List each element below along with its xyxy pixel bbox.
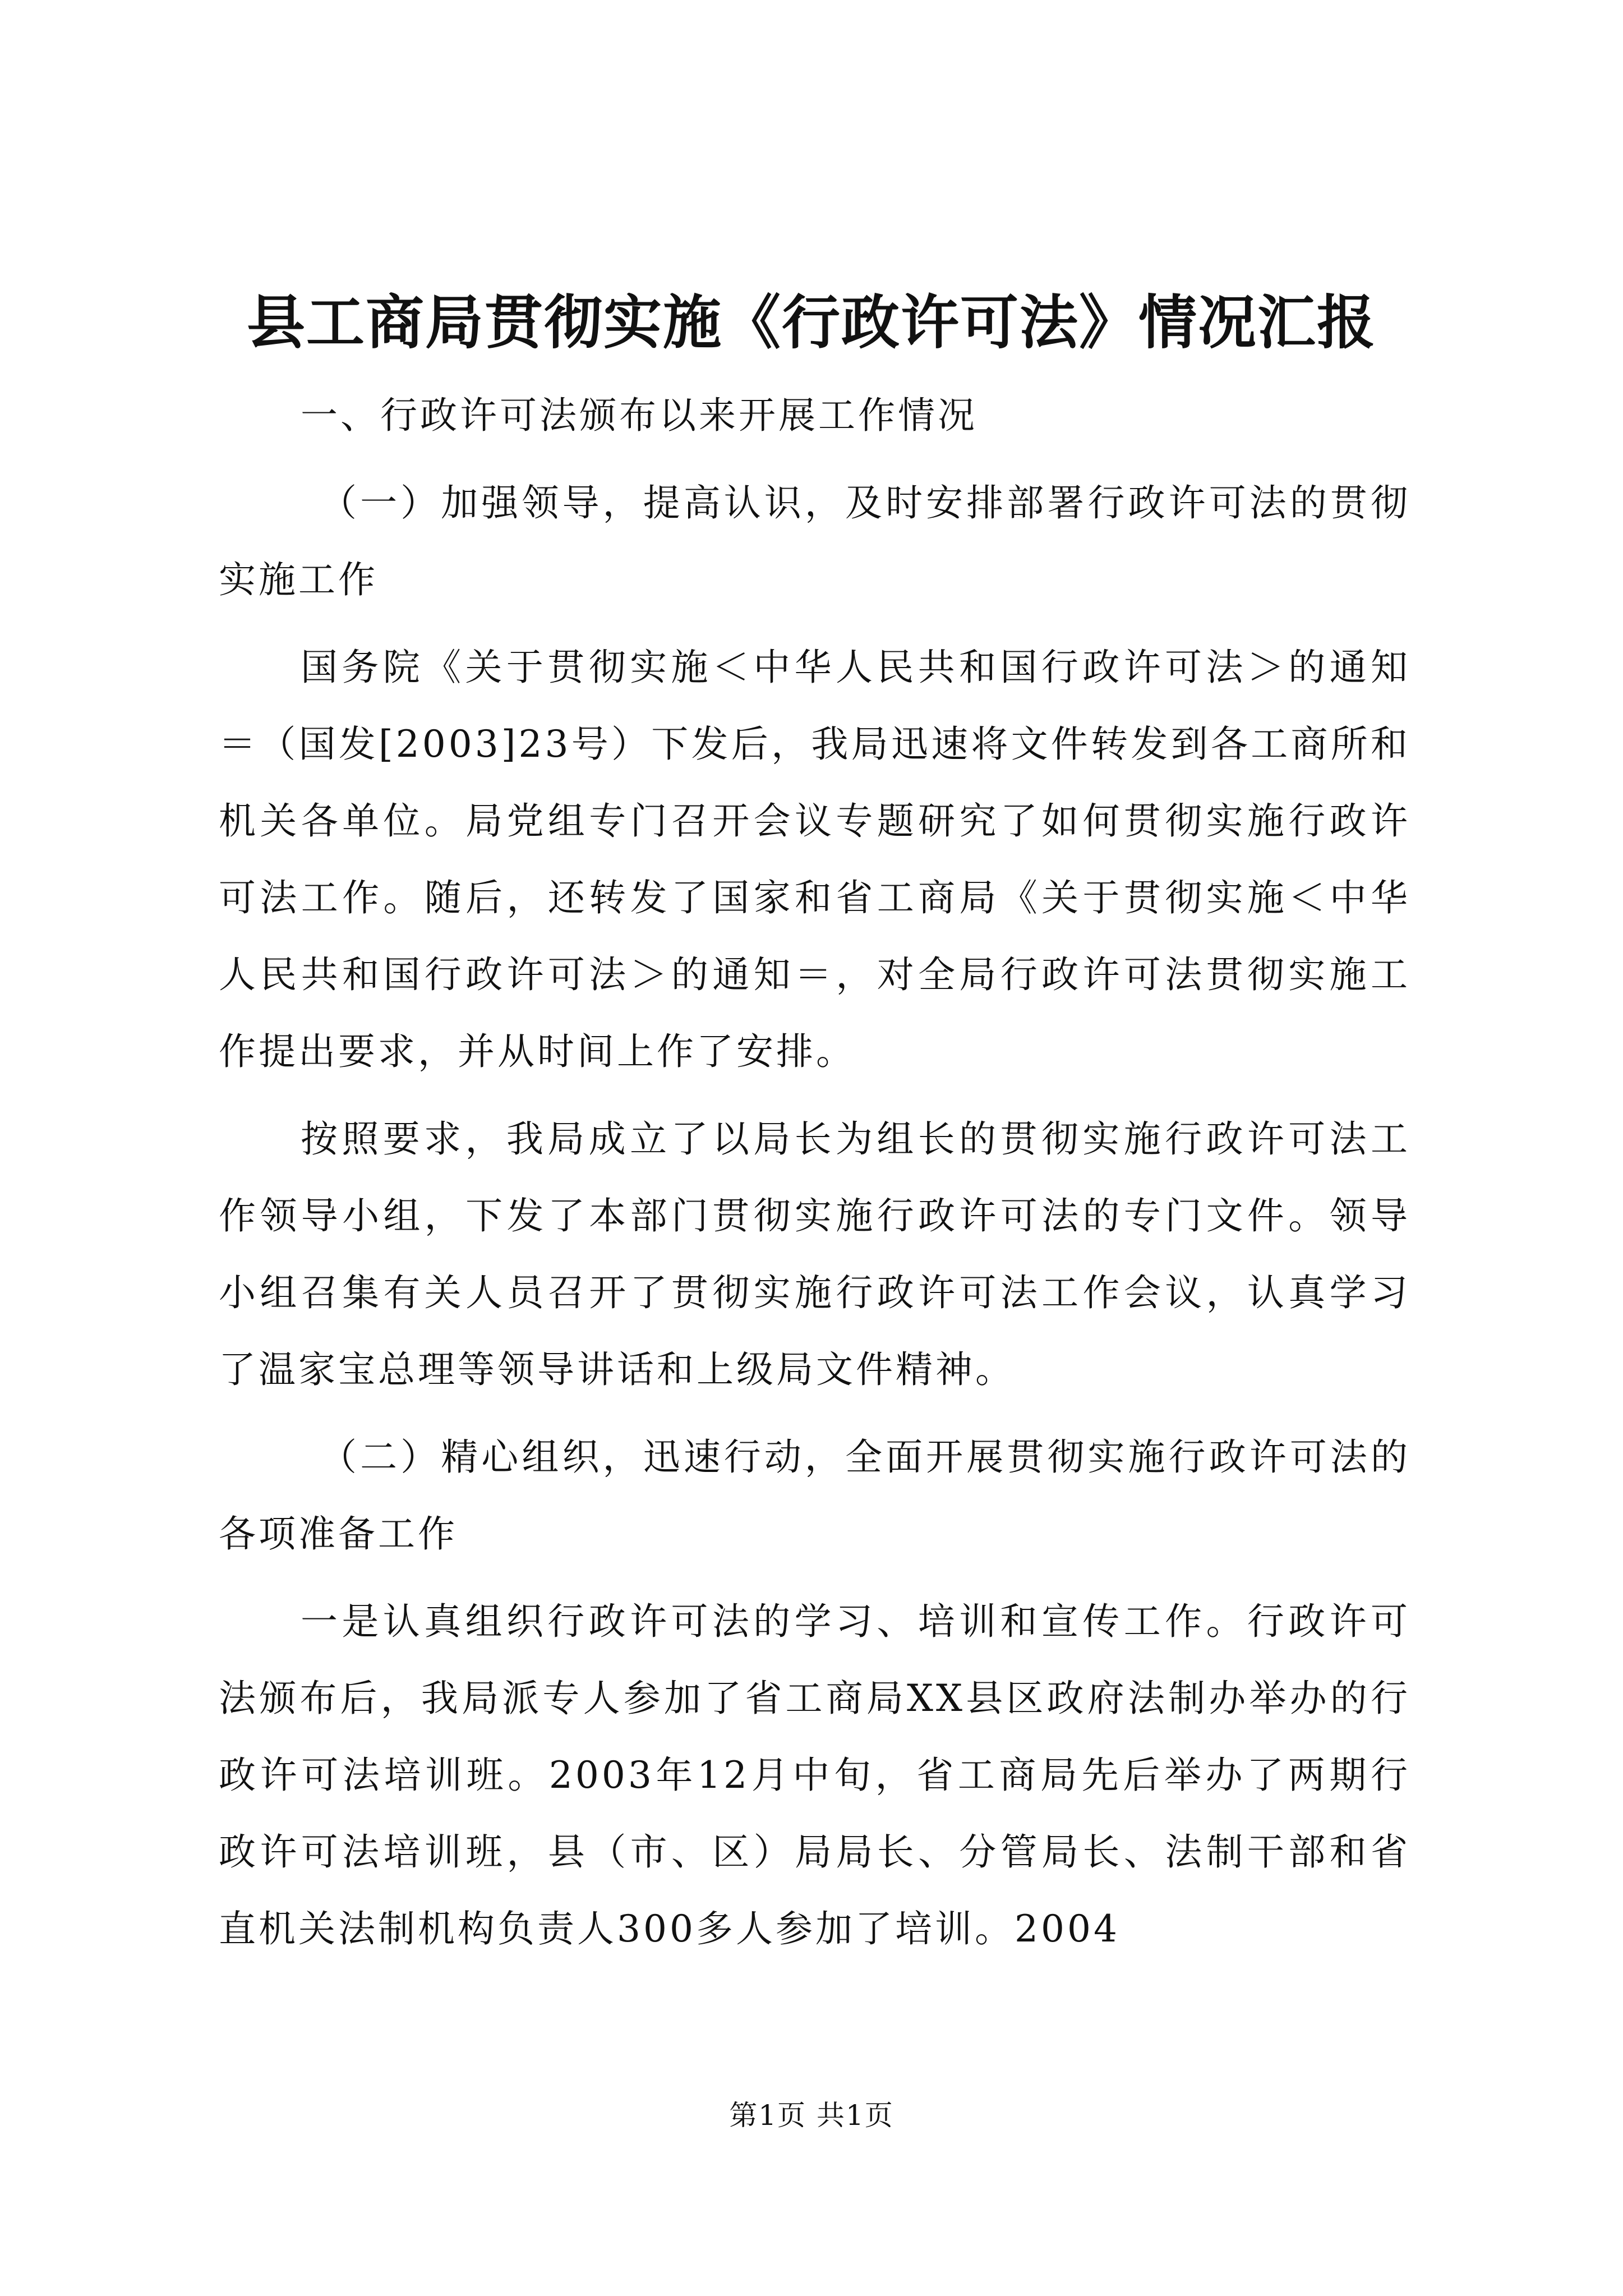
document-body [219, 377, 1410, 1967]
subsection-heading-2: （二）精心组织，迅速行动，全面开展贯彻实施行政许可法的各项准备工作 [219, 1435, 1410, 1556]
page-footer: 第1页 共1页 [729, 2099, 894, 2132]
body-paragraph: 一是认真组织行政许可法的学习、培训和宣传工作。行政许可法颁布后，我局派专人参加了省工商局XX县区政府法制办举办的行政许可法培训班。2003年12月中旬，省工商局先后举办了两期行政许可法培训班，县（市、区）局局长、分管局长、法制干部和省直机关法制机构负责人300多人参加了培训。2004 [219, 1600, 1410, 1950]
body-paragraph: 国务院《关于贯彻实施＜中华人民共和国行政许可法＞的通知＝（国发[2003]23号）下发后，我局迅速将文件转发到各工商所和机关各单位。局党组专门召开会议专题研究了如何贯彻实施行政许可法工作。随后，还转发了国家和省工商局《关于贯彻实施＜中华人民共和国行政许可法＞的通知＝，对全局行政许可法贯彻实施工作提出要求，并从时间上作了安排。 [219, 646, 1410, 1073]
body-paragraph: 按照要求，我局成立了以局长为组长的贯彻实施行政许可法工作领导小组，下发了本部门贯彻实施行政许可法的专门文件。领导小组召集有关人员召开了贯彻实施行政许可法工作会议，认真学习了温家宝总理等领导讲话和上级局文件精神。 [219, 1117, 1410, 1391]
subsection-heading-1: （一）加强领导，提高认识，及时安排部署行政许可法的贯彻实施工作 [219, 481, 1410, 601]
section-heading-1: 一、行政许可法颁布以来开展工作情况 [301, 394, 978, 437]
document-title: 县工商局贯彻实施《行政许可法》情况汇报 [246, 288, 1376, 357]
